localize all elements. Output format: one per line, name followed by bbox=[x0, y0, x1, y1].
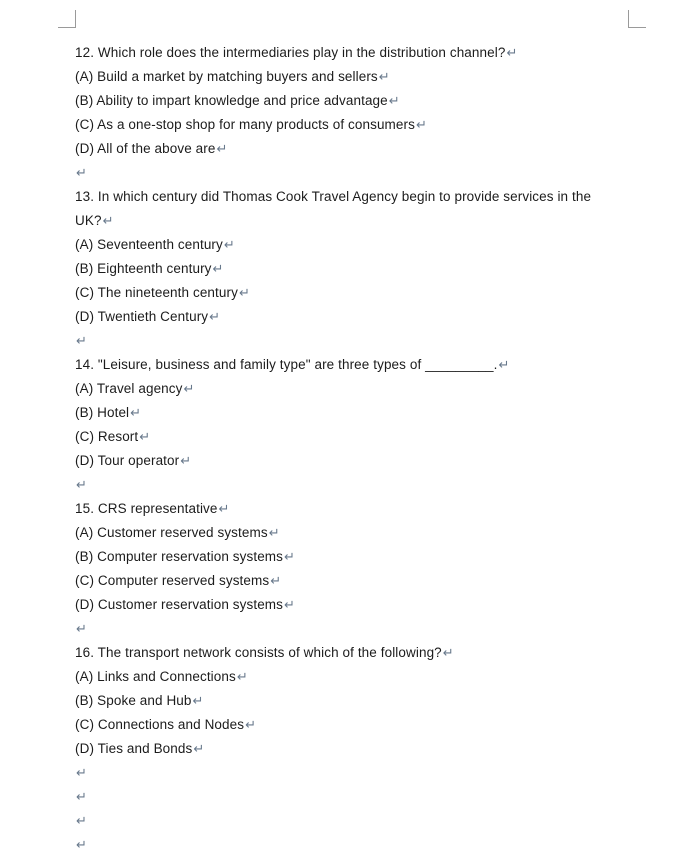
line-text: (D) Ties and Bonds bbox=[75, 741, 193, 756]
line-break-formatting-mark-icon: ↵ bbox=[216, 141, 228, 156]
line-break-formatting-mark-icon: ↵ bbox=[76, 837, 87, 852]
line-break-formatting-mark-icon: ↵ bbox=[236, 669, 248, 684]
line-text: (A) Seventeenth century bbox=[75, 237, 223, 252]
line-break-formatting-mark-icon: ↵ bbox=[388, 93, 400, 108]
line-break-formatting-mark-icon: ↵ bbox=[378, 69, 390, 84]
line-break-formatting-mark-icon: ↵ bbox=[76, 765, 87, 780]
line-text: (B) Hotel bbox=[75, 405, 130, 420]
line-text: (C) Connections and Nodes bbox=[75, 717, 245, 732]
answer-option-line[interactable] bbox=[75, 113, 665, 137]
line-text: 15. CRS representative bbox=[75, 501, 218, 516]
answer-option-line[interactable] bbox=[75, 689, 665, 713]
answer-option-line[interactable] bbox=[75, 521, 665, 545]
line-break-formatting-mark-icon: ↵ bbox=[76, 477, 87, 492]
line-text: (D) Tour operator bbox=[75, 453, 180, 468]
line-text: (A) Customer reserved systems bbox=[75, 525, 268, 540]
line-break-formatting-mark-icon: ↵ bbox=[139, 429, 151, 444]
answer-option-line[interactable] bbox=[75, 713, 665, 737]
text-boundary-corner-top-right-icon bbox=[628, 10, 646, 28]
line-text: 12. Which role does the intermediaries play in the distribution channel? bbox=[75, 45, 506, 60]
answer-option-line[interactable] bbox=[75, 137, 665, 161]
line-text: (B) Eighteenth century bbox=[75, 261, 212, 276]
answer-option-line[interactable] bbox=[75, 65, 665, 89]
line-break-formatting-mark-icon: ↵ bbox=[209, 309, 221, 324]
line-break-formatting-mark-icon: ↵ bbox=[238, 285, 250, 300]
answer-option-line[interactable] bbox=[75, 305, 665, 329]
empty-paragraph-line[interactable] bbox=[75, 761, 665, 785]
line-text: (B) Computer reservation systems bbox=[75, 549, 284, 564]
empty-paragraph-line[interactable] bbox=[75, 809, 665, 833]
question-text-line[interactable] bbox=[75, 353, 665, 377]
empty-paragraph-line[interactable] bbox=[75, 329, 665, 353]
line-break-formatting-mark-icon: ↵ bbox=[102, 213, 114, 228]
empty-paragraph-line[interactable] bbox=[75, 617, 665, 641]
document-content bbox=[75, 41, 665, 857]
answer-option-line[interactable] bbox=[75, 425, 665, 449]
answer-option-line[interactable] bbox=[75, 401, 665, 425]
line-break-formatting-mark-icon: ↵ bbox=[268, 525, 280, 540]
line-break-formatting-mark-icon: ↵ bbox=[76, 165, 87, 180]
answer-option-line[interactable] bbox=[75, 449, 665, 473]
empty-paragraph-line[interactable] bbox=[75, 161, 665, 185]
answer-option-line[interactable] bbox=[75, 377, 665, 401]
line-break-formatting-mark-icon: ↵ bbox=[270, 573, 282, 588]
text-boundary-corner-top-left-icon bbox=[58, 10, 76, 28]
line-text: 13. In which century did Thomas Cook Travel Agency begin to provide services in the bbox=[75, 189, 592, 204]
line-text: (C) As a one-stop shop for many products of consumers bbox=[75, 117, 415, 132]
question-text-line[interactable] bbox=[75, 185, 665, 209]
line-text: UK? bbox=[75, 213, 102, 228]
line-break-formatting-mark-icon: ↵ bbox=[180, 453, 192, 468]
line-break-formatting-mark-icon: ↵ bbox=[76, 813, 87, 828]
line-break-formatting-mark-icon: ↵ bbox=[192, 693, 204, 708]
line-text: 16. The transport network consists of which of the following? bbox=[75, 645, 442, 660]
line-break-formatting-mark-icon: ↵ bbox=[442, 645, 454, 660]
empty-paragraph-line[interactable] bbox=[75, 833, 665, 857]
question-text-line[interactable] bbox=[75, 41, 665, 65]
answer-option-line[interactable] bbox=[75, 545, 665, 569]
line-text: (D) All of the above are bbox=[75, 141, 216, 156]
line-break-formatting-mark-icon: ↵ bbox=[76, 621, 87, 636]
line-text: (C) Computer reserved systems bbox=[75, 573, 270, 588]
line-break-formatting-mark-icon: ↵ bbox=[212, 261, 224, 276]
line-break-formatting-mark-icon: ↵ bbox=[76, 789, 87, 804]
answer-option-line[interactable] bbox=[75, 737, 665, 761]
line-break-formatting-mark-icon: ↵ bbox=[223, 237, 235, 252]
answer-option-line[interactable] bbox=[75, 257, 665, 281]
answer-option-line[interactable] bbox=[75, 233, 665, 257]
answer-option-line[interactable] bbox=[75, 569, 665, 593]
line-text: (A) Build a market by matching buyers and sellers bbox=[75, 69, 378, 84]
line-text: 14. "Leisure, business and family type" are three types of _________. bbox=[75, 357, 498, 372]
line-break-formatting-mark-icon: ↵ bbox=[284, 549, 296, 564]
line-text: (B) Spoke and Hub bbox=[75, 693, 192, 708]
question-text-line[interactable] bbox=[75, 497, 665, 521]
line-break-formatting-mark-icon: ↵ bbox=[284, 597, 295, 612]
line-break-formatting-mark-icon: ↵ bbox=[76, 333, 87, 348]
line-text: (D) Twentieth Century bbox=[75, 309, 209, 324]
line-break-formatting-mark-icon: ↵ bbox=[415, 117, 427, 132]
line-text: (C) Resort bbox=[75, 429, 139, 444]
line-break-formatting-mark-icon: ↵ bbox=[193, 741, 205, 756]
answer-option-line[interactable] bbox=[75, 281, 665, 305]
line-text: (A) Travel agency bbox=[75, 381, 183, 396]
empty-paragraph-line[interactable] bbox=[75, 785, 665, 809]
answer-option-line[interactable] bbox=[75, 593, 665, 617]
line-text: (D) Customer reservation systems bbox=[75, 597, 283, 612]
line-break-formatting-mark-icon: ↵ bbox=[218, 501, 230, 516]
question-wrap-line[interactable] bbox=[75, 209, 665, 233]
line-break-formatting-mark-icon: ↵ bbox=[130, 405, 142, 420]
empty-paragraph-line[interactable] bbox=[75, 473, 665, 497]
answer-option-line[interactable] bbox=[75, 665, 665, 689]
question-text-line[interactable] bbox=[75, 641, 665, 665]
line-break-formatting-mark-icon: ↵ bbox=[498, 357, 510, 372]
line-break-formatting-mark-icon: ↵ bbox=[183, 381, 195, 396]
answer-option-line[interactable] bbox=[75, 89, 665, 113]
line-text: (A) Links and Connections bbox=[75, 669, 236, 684]
line-text: (B) Ability to impart knowledge and price advantage bbox=[75, 93, 388, 108]
line-text: (C) The nineteenth century bbox=[75, 285, 238, 300]
line-break-formatting-mark-icon: ↵ bbox=[506, 45, 518, 60]
line-break-formatting-mark-icon: ↵ bbox=[245, 717, 257, 732]
